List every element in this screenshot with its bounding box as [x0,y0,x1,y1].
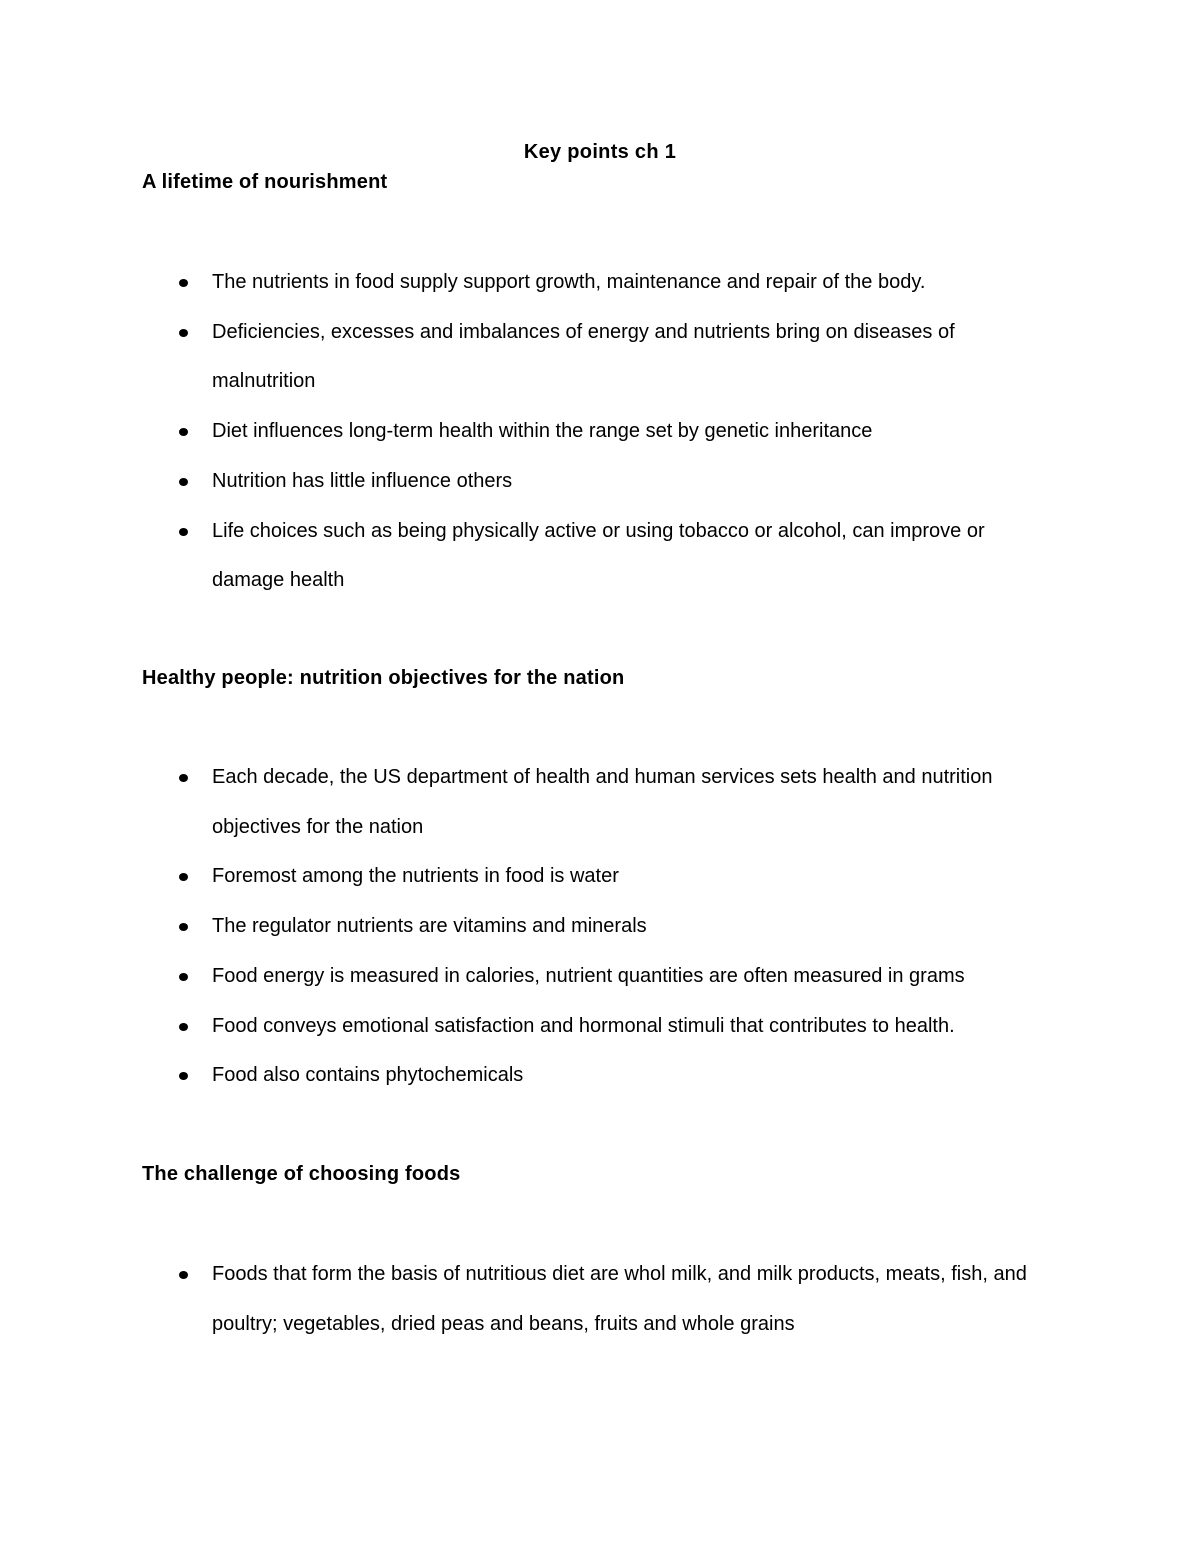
list-item-text: Food also contains phytochemicals [212,1064,524,1087]
list-item-text: Each decade, the US department of health and human services sets health and nutrition objectives for the nation [212,766,993,838]
list-item-text: Food energy is measured in calories, nutrient quantities are often measured in grams [212,964,965,987]
list-item [0,1051,1062,1101]
bullet-icon [179,1023,188,1031]
list-item [0,308,1062,407]
list-item-text: Deficiencies, excesses and imbalances of energy and nutrients bring on diseases of malnutrition [212,320,955,393]
list-item-text: Food conveys emotional satisfaction and hormonal stimuli that contributes to health. [212,1014,955,1037]
bullet-list-healthy-people [0,753,1062,1101]
section-heading-challenge-of-choosing-foods: The challenge of choosing foods [142,1163,461,1185]
section-heading-healthy-people: Healthy people: nutrition objectives for the nation [142,667,625,689]
bullet-icon [179,478,188,486]
list-item-text: Life choices such as being physically active or using tobacco or alcohol, can improve or damage health [212,519,985,592]
list-item-text: Foods that form the basis of nutritious diet are whol milk, and milk products, meats, fish, and poultry; vegetables, dried peas and beans, fruits and whole grains [212,1263,1027,1335]
list-item-text: Nutrition has little influence others [212,469,513,492]
section-heading-lifetime-of-nourishment: A lifetime of nourishment [142,171,388,193]
list-item [0,852,1062,902]
list-item-text: The regulator nutrients are vitamins and minerals [212,915,647,938]
bullet-icon [179,428,188,436]
bullet-icon [179,279,188,287]
bullet-icon [179,923,188,931]
list-item [0,407,1062,457]
list-item [0,457,1062,507]
bullet-icon [179,774,188,782]
bullet-icon [179,329,188,337]
list-item-text: Foremost among the nutrients in food is water [212,865,619,888]
list-item [0,902,1062,952]
list-item [0,507,1062,606]
bullet-icon [179,1271,188,1279]
list-item [0,1250,1062,1349]
list-item [0,258,1062,308]
list-item-text: Diet influences long-term health within the range set by genetic inheritance [212,420,873,443]
list-item-text: The nutrients in food supply support growth, maintenance and repair of the body. [212,271,926,293]
bullet-list-lifetime-of-nourishment [0,258,1062,606]
document-title: Key points ch 1 [523,141,677,163]
bullet-icon [179,1072,188,1080]
list-item [0,952,1062,1002]
list-item [0,1002,1062,1052]
bullet-list-challenge-of-choosing-foods [0,1250,1062,1349]
bullet-icon [179,973,188,981]
bullet-icon [179,528,188,536]
bullet-icon [179,873,188,881]
list-item [0,753,1062,852]
